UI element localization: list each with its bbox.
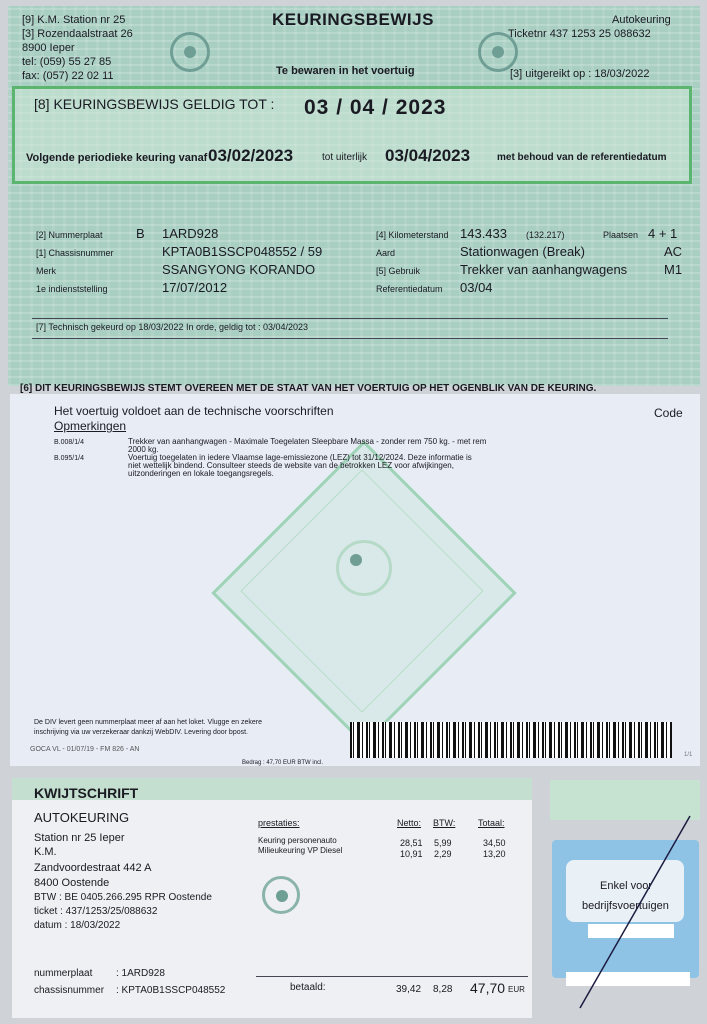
registration-value: 17/07/2012 — [162, 280, 228, 295]
ticket-number: Ticketnr 437 1253 25 088632 — [508, 28, 651, 40]
type-label: Aard — [376, 248, 396, 258]
compliance-statement: Het voertuig voldoet aan de technische voorschriften — [54, 404, 334, 418]
header-line: tel: (059) 55 27 85 — [22, 56, 112, 68]
strike-line — [580, 816, 690, 1008]
receipt-address-line: 8400 Oostende — [34, 877, 110, 889]
receipt-address-line: Zandvoordestraat 442 A — [34, 862, 152, 874]
next-inspection-suffix: met behoud van de referentiedatum — [497, 152, 667, 163]
technical-inspection-line: [7] Technisch gekeurd op 18/03/2022 In orde, geldig tot : 03/04/2023 — [36, 322, 309, 332]
paid-net: 39,42 — [396, 984, 422, 995]
service-name: Milieukeuring VP Diesel — [258, 846, 343, 855]
receipt-chassis-label: chassisnummer — [34, 985, 105, 996]
divider — [32, 338, 668, 339]
receipt-plate: : 1ARD928 — [116, 968, 165, 979]
stamp-line2: bedrijfsvoertuigen — [582, 900, 669, 912]
receipt-chassis: : KPTA0B1SSCP048552 — [116, 985, 226, 996]
paid-label: betaald: — [290, 982, 326, 993]
goca-eye-icon — [170, 32, 210, 72]
page-number: 1/1 — [684, 752, 693, 758]
reference-value: 03/04 — [460, 280, 493, 295]
use-code: M1 — [664, 262, 683, 277]
validity-date: 03 / 04 / 2023 — [304, 96, 447, 119]
page-subtitle: Te bewaren in het voertuig — [276, 65, 415, 77]
header-right-title: Autokeuring — [612, 14, 671, 26]
receipt-title: KWIJTSCHRIFT — [34, 785, 139, 801]
paid-total: 47,70 — [470, 980, 506, 996]
receipt-plate-label: nummerplaat — [34, 968, 93, 979]
header-line: [9] K.M. Station nr 25 — [22, 14, 126, 26]
receipt-address-line: K.M. — [34, 846, 57, 858]
plate-value: 1ARD928 — [162, 226, 219, 241]
header-line: 8900 Ieper — [22, 42, 75, 54]
amount-total: Bedrag : 47,70 EUR BTW incl. — [242, 760, 324, 766]
validity-label: [8] KEURINGSBEWIJS GELDIG TOT : — [34, 96, 275, 112]
service-total: 13,20 — [483, 849, 506, 859]
receipt-ticket: ticket : 437/1253/25/088632 — [34, 906, 158, 917]
paid-currency: EUR — [508, 985, 525, 994]
type-code: AC — [664, 244, 683, 259]
seats-label: Plaatsen — [603, 230, 639, 240]
div-note: De DIV levert geen nummerplaat meer af aan het loket. Vlugge en zekere inschrijving via uw verzekeraar dankzij WebDIV. Levering door bpost. — [34, 719, 263, 736]
strike-through-line — [560, 812, 700, 1012]
service-vat: 5,99 — [434, 838, 452, 848]
type-value: Stationwagen (Break) — [460, 244, 586, 259]
service-net: 28,51 — [400, 838, 423, 848]
next-inspection-mid: tot uiterlijk — [322, 152, 368, 163]
service-net: 10,91 — [400, 849, 423, 859]
receipt-address-line: Station nr 25 Ieper — [34, 832, 125, 844]
remarks-heading: Opmerkingen — [54, 419, 127, 433]
km-previous: (132.217) — [526, 230, 565, 240]
registration-label: 1e indienststelling — [36, 284, 108, 294]
make-label: Merk — [36, 266, 56, 276]
receipt-company: AUTOKEURING — [34, 810, 130, 825]
plate-label: [2] Nummerplaat — [36, 230, 103, 240]
make-value: SSANGYONG KORANDO — [162, 262, 316, 277]
remark-code: B.095/1/4 — [54, 455, 84, 462]
km-value: 143.433 — [460, 226, 507, 241]
barcode — [350, 722, 672, 758]
next-inspection-from: 03/02/2023 — [208, 146, 294, 165]
form-reference: GOCA VL - 01/07/19 - FM 826 - AN — [30, 746, 140, 753]
col-net: Netto: — [397, 818, 422, 828]
header-line: fax: (057) 22 02 11 — [22, 70, 114, 82]
plate-category: B — [136, 226, 145, 241]
receipt-date: datum : 18/03/2022 — [34, 920, 121, 931]
service-total: 34,50 — [483, 838, 506, 848]
next-inspection-to: 03/04/2023 — [385, 146, 471, 165]
receipt-vat: BTW : BE 0405.266.295 RPR Oostende — [34, 892, 212, 903]
code-label: Code — [654, 406, 683, 420]
stamp-line1: Enkel voor — [600, 880, 652, 892]
header-line: [3] Rozendaalstraat 26 — [22, 28, 133, 40]
watermark-eye-icon — [336, 540, 392, 596]
col-total: Totaal: — [478, 818, 505, 828]
chassis-label: [1] Chassisnummer — [36, 248, 114, 258]
next-inspection-prefix: Volgende periodieke keuring vanaf — [26, 152, 208, 164]
chassis-value: KPTA0B1SSCP048552 / 59 — [162, 244, 323, 259]
service-name: Keuring personenauto — [258, 836, 337, 845]
receipt-eye-icon — [262, 876, 300, 914]
col-services: prestaties: — [258, 818, 300, 828]
use-value: Trekker van aanhangwagens — [460, 262, 628, 277]
km-label: [4] Kilometerstand — [376, 230, 449, 240]
issue-date: [3] uitgereikt op : 18/03/2022 — [510, 68, 650, 80]
page-title: KEURINGSBEWIJS — [272, 10, 434, 29]
remark-text: Trekker van aanhangwagen - Maximale Toegelaten Sleepbare Massa - zonder rem 750 kg. - met rem 2000 kg. — [128, 437, 487, 454]
use-label: [5] Gebruik — [376, 266, 421, 276]
service-vat: 2,29 — [434, 849, 452, 859]
divider — [32, 318, 668, 319]
reference-label: Referentiedatum — [376, 284, 443, 294]
remark-text: Voertuig toegelaten in iedere Vlaamse lage-emissiezone (LEZ) tot 31/12/2024. Deze informatie is niet wettelijk bindend. Consulteer steeds de website van de betrokken LEZ voor afwijkingen, uitzonderingen en lokale toegangsregels. — [128, 453, 472, 478]
paid-vat: 8,28 — [433, 984, 453, 995]
statement: [6] DIT KEURINGSBEWIJS STEMT OVEREEN MET DE STAAT VAN HET VOERTUIG OP HET OGENBLIK VAN DE KEURING. — [20, 383, 597, 394]
seats-value: 4 + 1 — [648, 226, 678, 241]
total-rule — [256, 976, 528, 977]
col-vat: BTW: — [433, 818, 456, 828]
remark-code: B.008/1/4 — [54, 439, 84, 446]
